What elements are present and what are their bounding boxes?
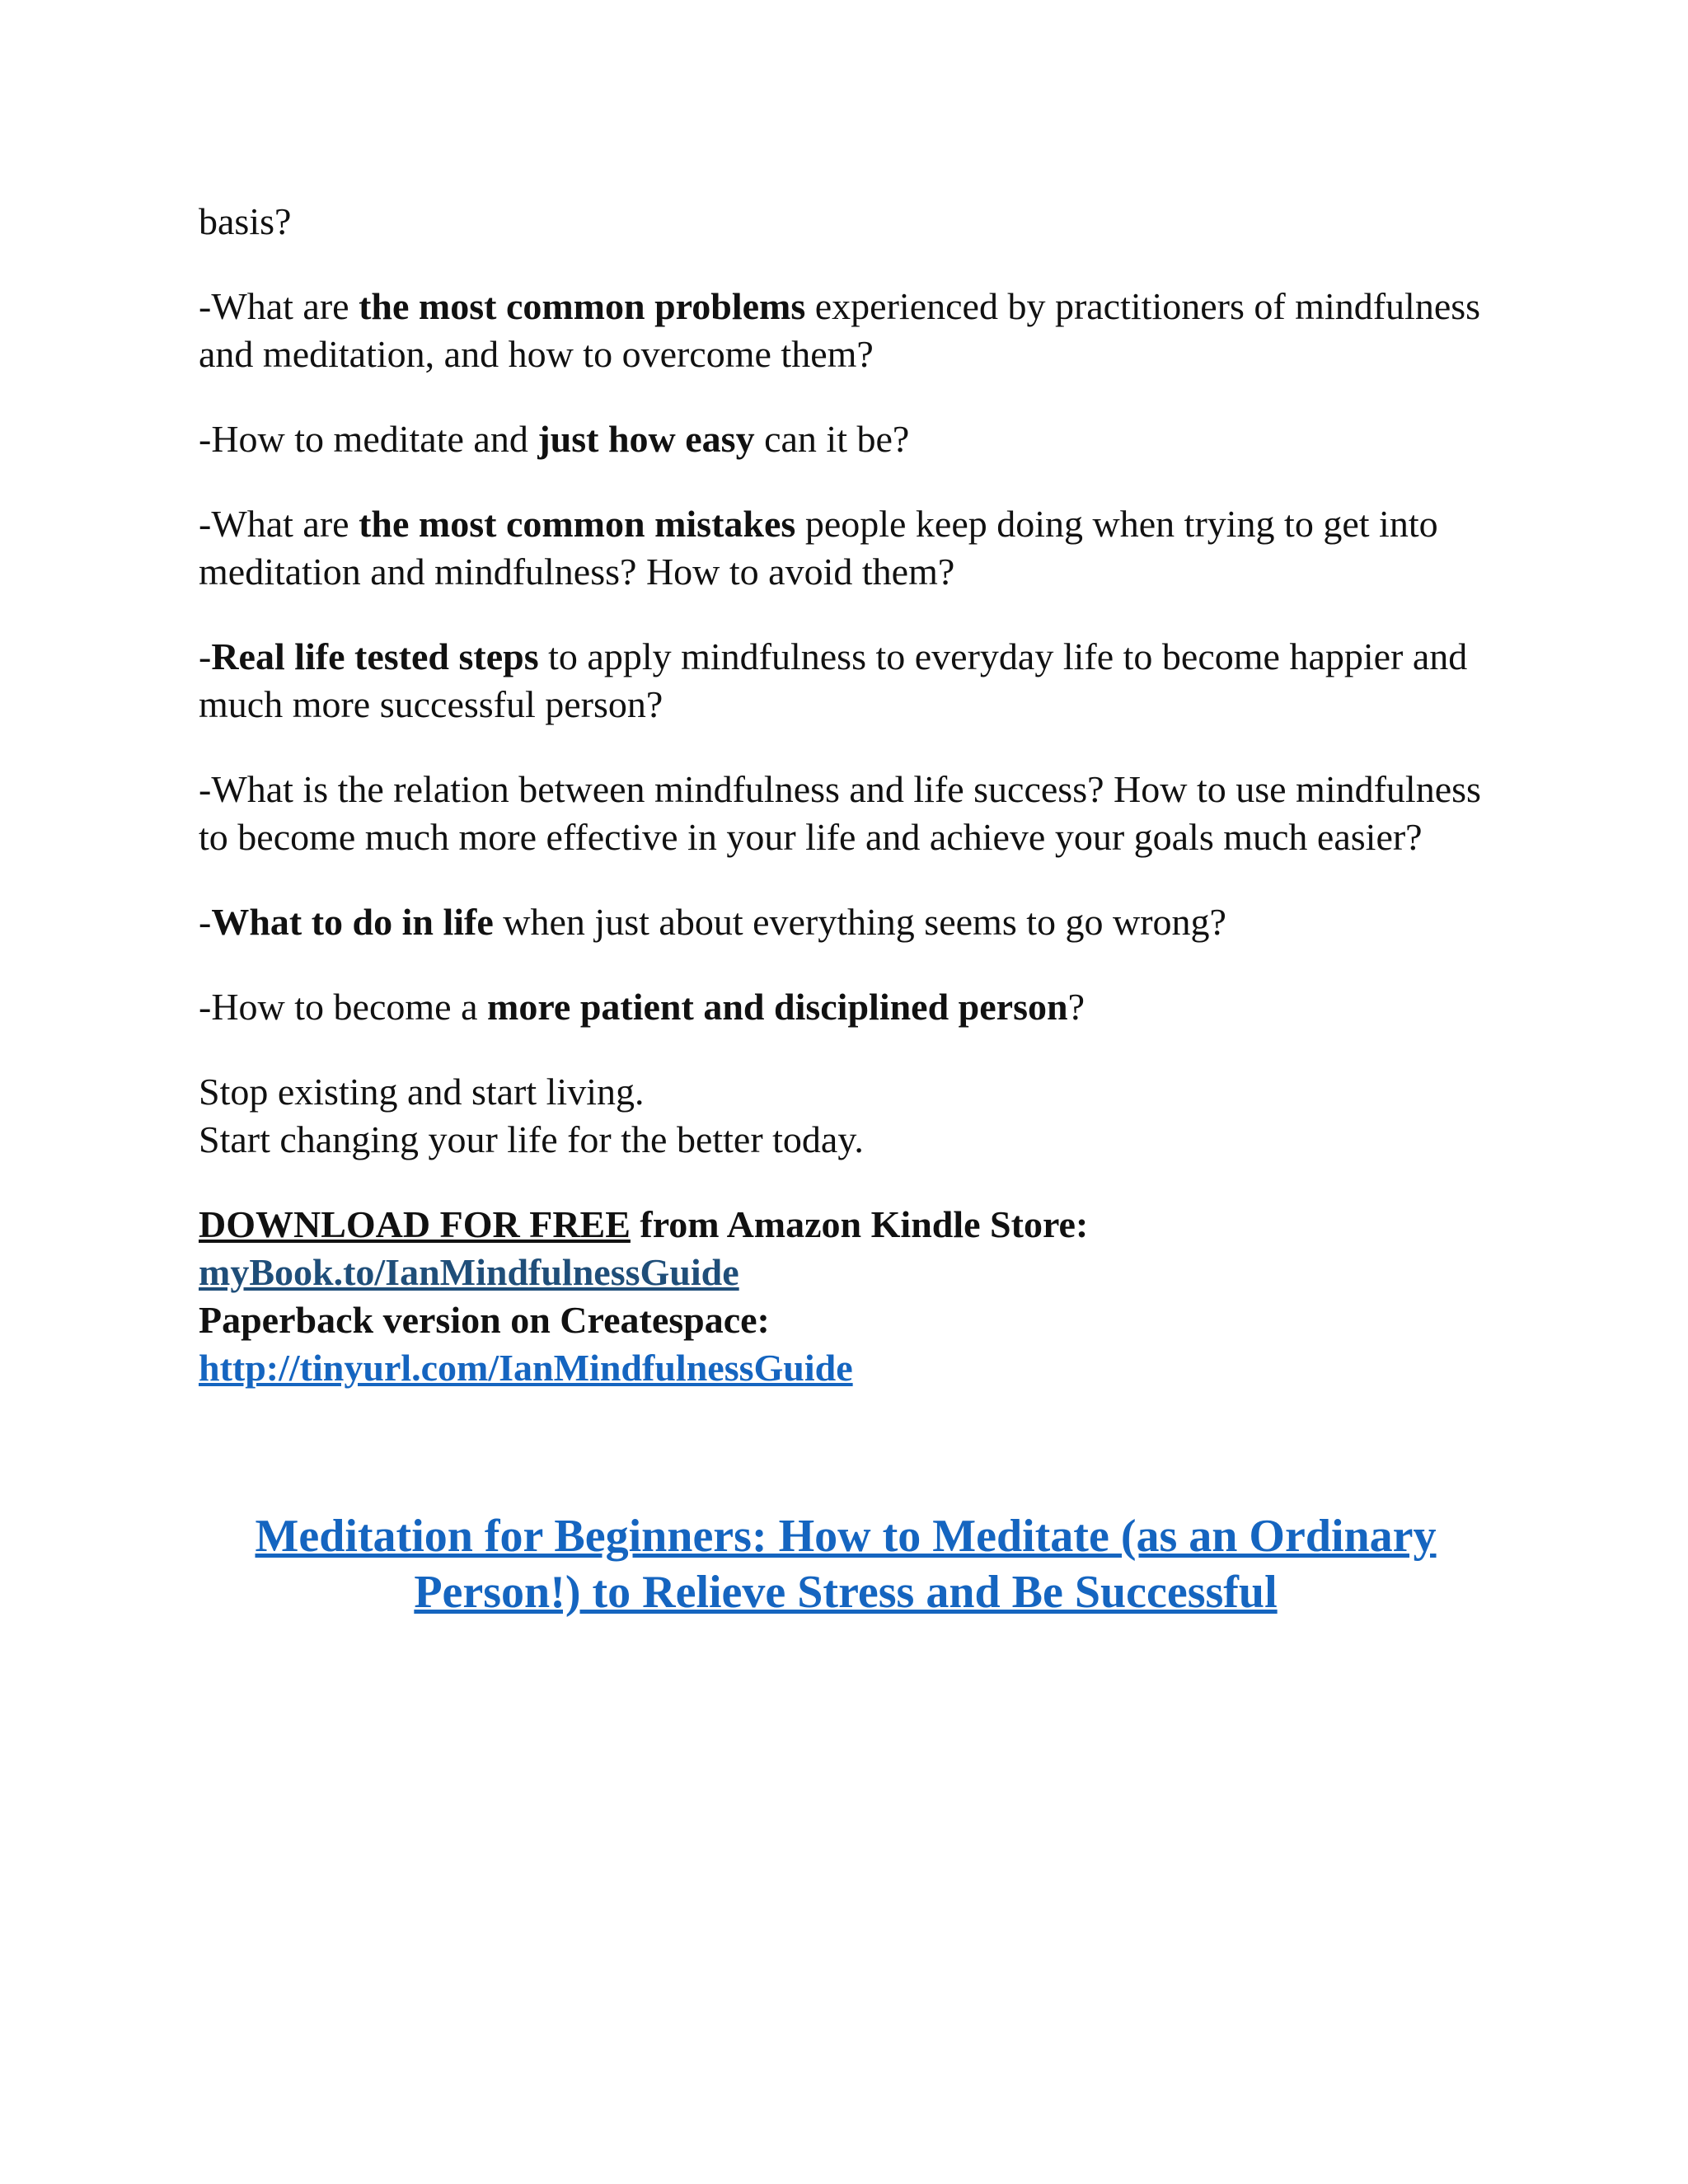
text-bold: more patient and disciplined person — [487, 986, 1068, 1028]
text-start-changing: Start changing your life for the better today. — [199, 1118, 864, 1160]
text-basis: basis? — [199, 200, 292, 242]
text-pre: -How to become a — [199, 986, 487, 1028]
text-bold: the most common mistakes — [359, 503, 796, 545]
paragraph-basis — [199, 198, 1493, 246]
text-bold: just how easy — [537, 418, 755, 460]
paragraph-what-to-do — [199, 898, 1493, 946]
paragraph-real-life-steps — [199, 633, 1493, 729]
text-stop-existing: Stop existing and start living. — [199, 1071, 645, 1113]
text-post: to apply mindfulness to everyday life to become happier and much more successful person? — [199, 635, 1468, 725]
text-bold: the most common problems — [359, 285, 806, 327]
text-pre: - — [199, 901, 212, 943]
paperback-label: Paperback version on Createspace: — [199, 1299, 770, 1341]
document-body — [199, 198, 1493, 1429]
text-post: can it be? — [754, 418, 910, 460]
paragraph-life-success — [199, 766, 1493, 861]
book-title-link[interactable]: Meditation for Beginners: How to Meditate (as an Ordinary Person!) to Relieve Stress and Be Successful — [255, 1511, 1437, 1618]
text-post: when just about everything seems to go wrong? — [493, 901, 1226, 943]
text-pre: -How to meditate and — [199, 418, 538, 460]
text-post: ? — [1067, 986, 1085, 1028]
download-for-free-label: DOWNLOAD FOR FREE — [199, 1203, 631, 1245]
text-bold: Real life tested steps — [211, 635, 539, 677]
text-pre: -What are — [199, 503, 359, 545]
paragraph-patient-disciplined — [199, 983, 1493, 1031]
text-life-success: -What is the relation between mindfulness and life success? How to use mindfulness to become much more effective in your life and achieve your goals much easier? — [199, 768, 1481, 858]
download-store-text: from Amazon Kindle Store: — [630, 1203, 1089, 1245]
download-heading — [199, 1201, 1493, 1249]
kindle-link[interactable]: myBook.to/IanMindfulnessGuide — [199, 1251, 739, 1293]
paragraph-start-living — [199, 1068, 1493, 1164]
text-post: experienced by practitioners of mindfulness and meditation, and how to overcome them? — [199, 285, 1481, 375]
paragraph-how-to-meditate — [199, 415, 1493, 463]
text-bold: What to do in life — [211, 901, 494, 943]
paragraph-common-mistakes — [199, 500, 1493, 596]
text-pre: - — [199, 635, 212, 677]
paperback-link[interactable]: http://tinyurl.com/IanMindfulnessGuide — [199, 1347, 853, 1389]
text-post: people keep doing when trying to get into meditation and mindfulness? How to avoid them? — [199, 503, 1438, 593]
download-section — [199, 1201, 1493, 1392]
text-pre: -What are — [199, 285, 359, 327]
paragraph-common-problems — [199, 283, 1493, 378]
